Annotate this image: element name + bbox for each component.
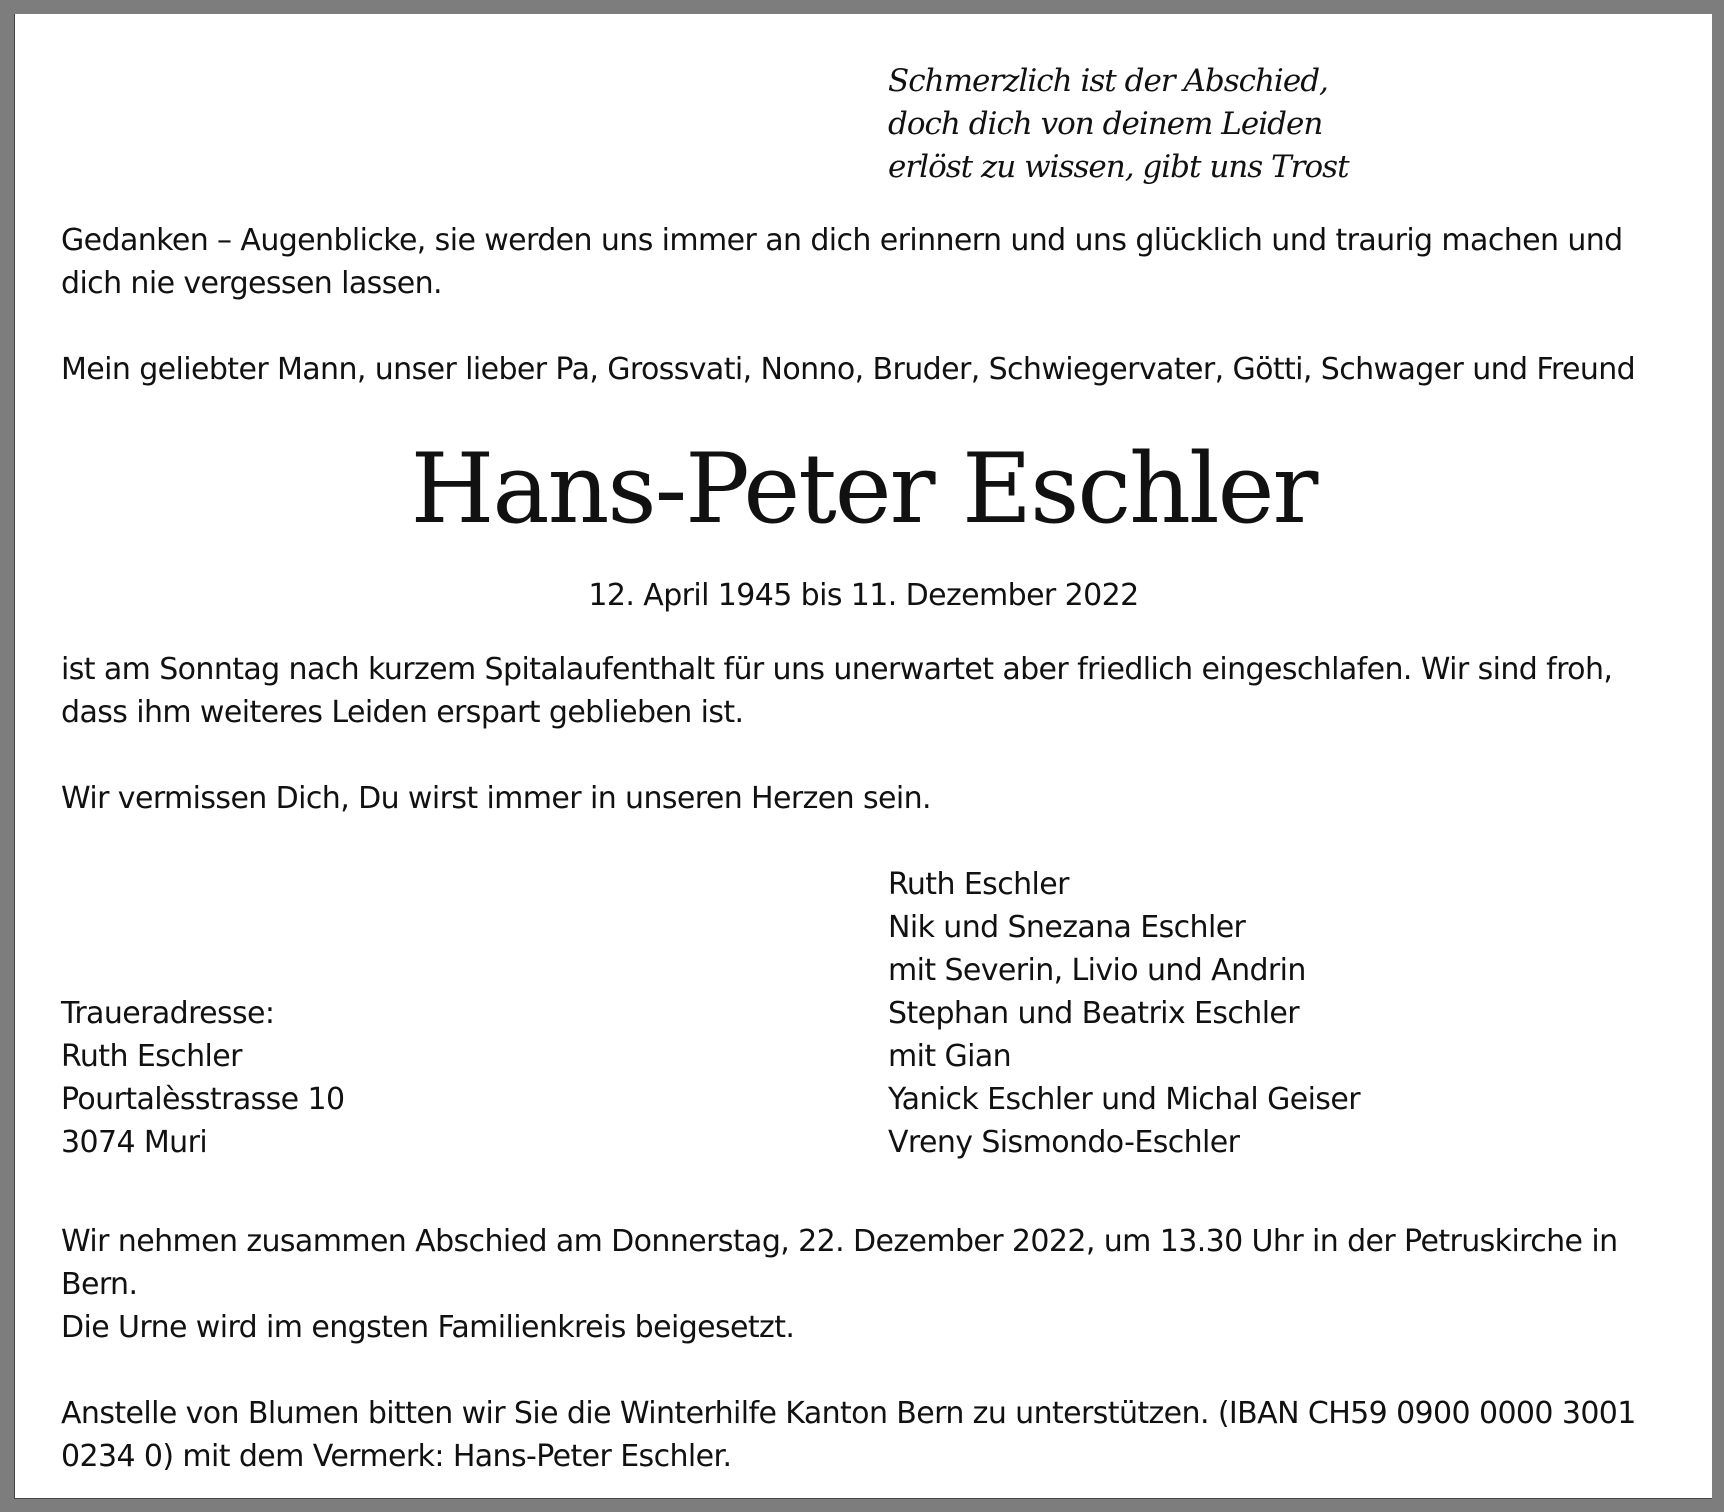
- address-label: Traueradresse:: [61, 996, 275, 1031]
- mourner-line: mit Severin, Livio und Andrin: [888, 953, 1306, 988]
- urn-notice: Die Urne wird im engsten Familienkreis beigesetzt.: [61, 1310, 795, 1345]
- intro-thoughts: Gedanken – Augenblicke, sie werden uns immer an dich erinnern und uns glücklich und traurig machen und dich nie vergessen lassen.: [61, 223, 1623, 301]
- mourner-line: Vreny Sismondo-Eschler: [888, 1125, 1240, 1160]
- address-city: 3074 Muri: [61, 1125, 208, 1160]
- mourner-line: Yanick Eschler und Michal Geiser: [888, 1082, 1360, 1117]
- farewell-notice: Wir nehmen zusammen Abschied am Donnerstag, 22. Dezember 2022, um 13.30 Uhr in der Petruskirche in Bern.: [61, 1224, 1618, 1302]
- motto-line: erlöst zu wissen, gibt uns Trost: [888, 149, 1349, 185]
- passing-text: ist am Sonntag nach kurzem Spitalaufenthalt für uns unerwartet aber friedlich eingeschlafen. Wir sind froh, dass ihm weiteres Leiden erspart geblieben ist.: [61, 652, 1613, 730]
- obituary-card: [14, 14, 1712, 1499]
- mourner-line: Ruth Eschler: [888, 867, 1069, 902]
- mourner-line: Nik und Snezana Eschler: [888, 910, 1246, 945]
- mourning-address: [61, 992, 344, 1164]
- life-dates: 12. April 1945 bis 11. Dezember 2022: [588, 578, 1139, 613]
- deceased-name: Hans-Peter Eschler: [410, 433, 1317, 545]
- mourner-line: mit Gian: [888, 1039, 1012, 1074]
- mourners-list: [888, 863, 1360, 1164]
- intro-relations: Mein geliebter Mann, unser lieber Pa, Grossvati, Nonno, Bruder, Schwiegervater, Götti, Schwager und Freund: [61, 352, 1636, 387]
- motto-line: doch dich von deinem Leiden: [888, 106, 1323, 142]
- mourner-line: Stephan und Beatrix Eschler: [888, 996, 1300, 1031]
- miss-text: Wir vermissen Dich, Du wirst immer in unseren Herzen sein.: [61, 781, 931, 816]
- address-name: Ruth Eschler: [61, 1039, 242, 1074]
- motto-line: Schmerzlich ist der Abschied,: [888, 63, 1328, 99]
- address-street: Pourtalèsstrasse 10: [61, 1082, 345, 1117]
- motto-verse: [888, 60, 1349, 189]
- donation-notice: Anstelle von Blumen bitten wir Sie die Winterhilfe Kanton Bern zu unterstützen. (IBAN CH59 0900 0000 3001 0234 0) mit dem Vermerk: Hans-Peter Eschler.: [61, 1396, 1636, 1474]
